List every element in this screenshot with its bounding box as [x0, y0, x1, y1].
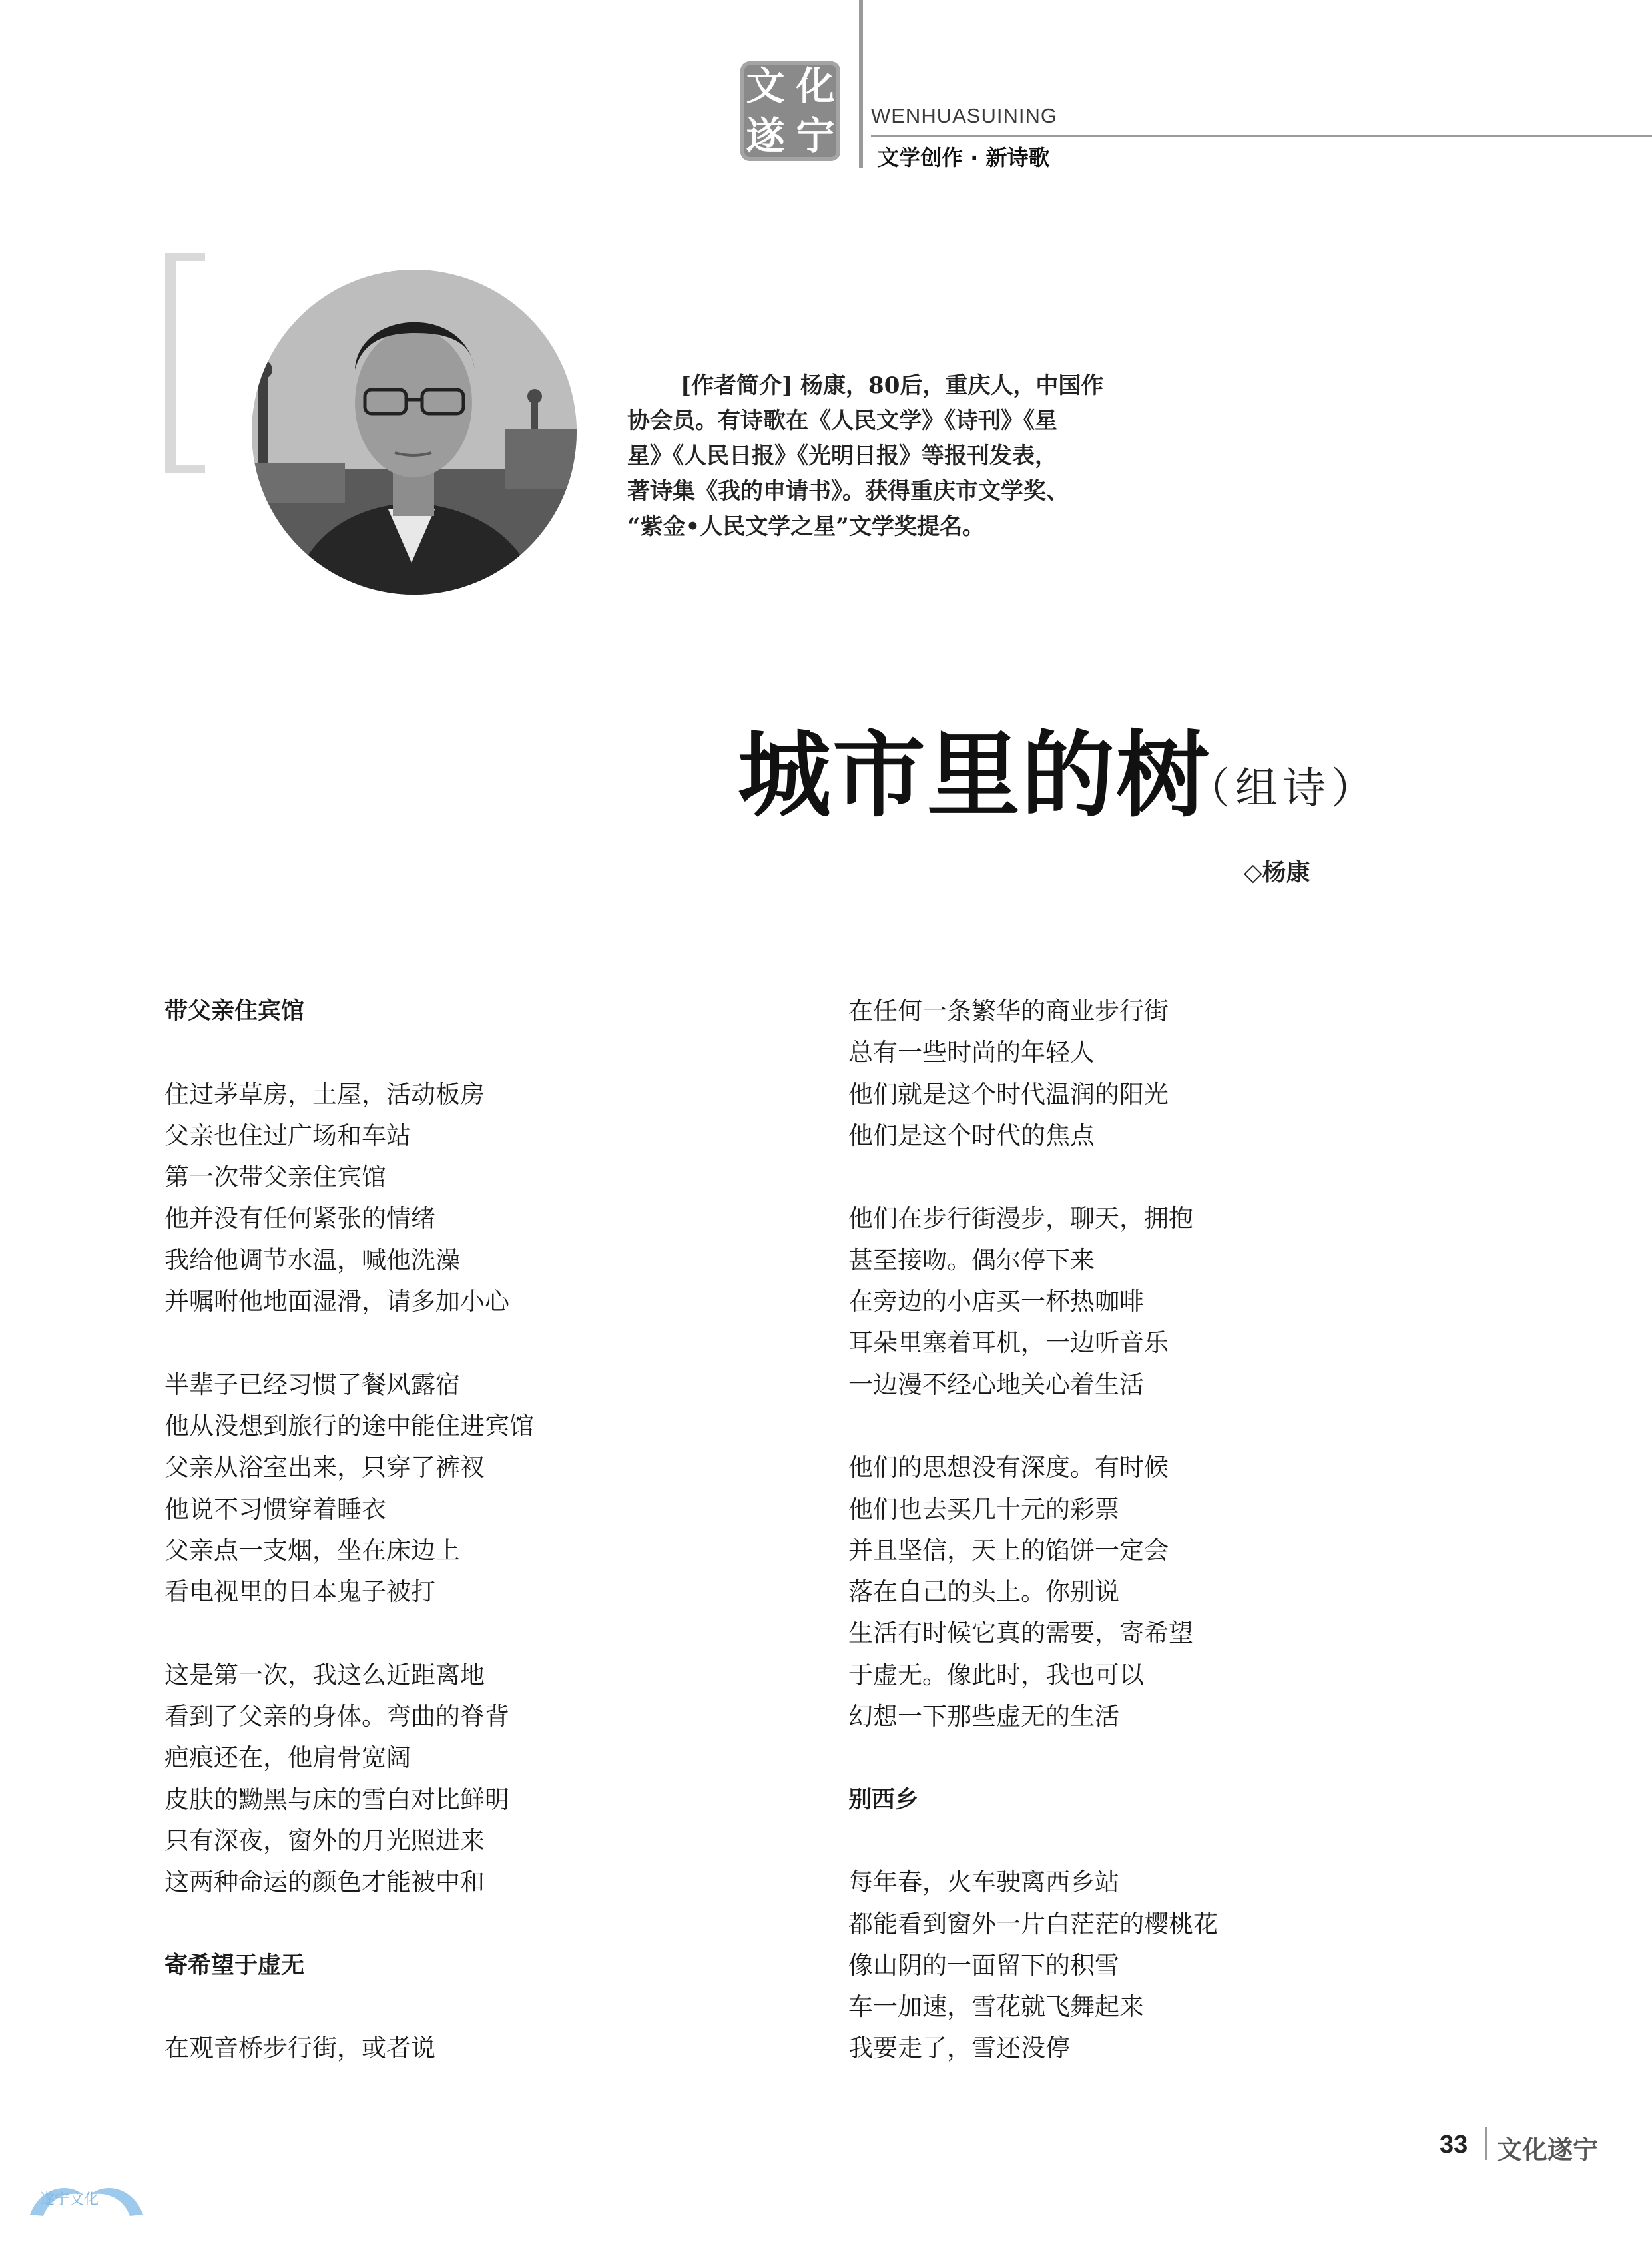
poem-line: 甚至接吻。偶尔停下来 [848, 1245, 1095, 1274]
logo-char: 宁 [796, 113, 835, 158]
poem-line: 在旁边的小店买一杯热咖啡 [848, 1287, 1144, 1316]
poem-line: 只有深夜，窗外的月光照进来 [164, 1826, 485, 1855]
logo-char: 化 [796, 63, 835, 109]
author-byline: ◇杨康 [1244, 858, 1310, 886]
poem-line: 他说不习惯穿着睡衣 [164, 1494, 386, 1524]
page-number: 33 [1440, 2131, 1468, 2159]
stanza-break [848, 1821, 1514, 1862]
decorative-bracket [165, 253, 205, 473]
poem-title: 带父亲住宾馆 [164, 998, 305, 1025]
poem-line: 皮肤的黝黑与床的雪白对比鲜明 [164, 1785, 509, 1814]
stanza-break [848, 1157, 1514, 1198]
poem-line: 这两种命运的颜色才能被中和 [164, 1868, 485, 1897]
poem-line: 落在自己的头上。你别说 [848, 1577, 1119, 1607]
poem-line: 住过茅草房，土屋，活动板房 [164, 1079, 485, 1109]
poem-line: 并嘱咐他地面湿滑，请多加小心 [164, 1287, 509, 1316]
poem-line: 这是第一次，我这么近距离地 [164, 1660, 485, 1689]
poem-line: 半辈子已经习惯了餐风露宿 [164, 1370, 460, 1399]
poem-line: 都能看到窗外一片白茫茫的樱桃花 [848, 1909, 1218, 1938]
poem-line: 他们的思想没有深度。有时候 [848, 1453, 1169, 1482]
poem-line: 父亲从浴室出来，只穿了裤衩 [164, 1453, 485, 1482]
magazine-logo [740, 61, 840, 161]
poem-line: 总有一些时尚的年轻人 [848, 1038, 1095, 1067]
poem-column-left [164, 991, 830, 2070]
bio-label: [作者简介] [681, 372, 793, 399]
poem-line: 于虚无。像此时，我也可以 [848, 1660, 1144, 1689]
bio-line: “紫金•人民文学之星”文学奖提名。 [627, 513, 985, 540]
poem-line: 一边漫不经心地关心着生活 [848, 1370, 1144, 1399]
poem-line: 第一次带父亲住宾馆 [164, 1163, 386, 1192]
header-divider-horizontal [871, 135, 1652, 137]
footer-divider [1485, 2127, 1487, 2160]
author-portrait [252, 270, 577, 595]
poem-column-right [848, 991, 1514, 2070]
poem-title: 别西乡 [848, 1786, 919, 1813]
stanza-break [164, 1322, 830, 1364]
poem-line: 他并没有任何紧张的情绪 [164, 1204, 435, 1233]
article-subtitle: （组诗） [1187, 764, 1379, 814]
poem-line: 看电视里的日本鬼子被打 [164, 1577, 435, 1607]
bio-line: 协会员。有诗歌在《人民文学》《诗刊》《星 [627, 408, 1057, 434]
bio-line: 星》《人民日报》《光明日报》等报刊发表， [627, 443, 1057, 469]
poem-line: 父亲点一支烟，坐在床边上 [164, 1536, 460, 1565]
logo-char: 遂 [746, 113, 785, 158]
watermark-logo [20, 2168, 153, 2235]
logo-char: 文 [746, 63, 785, 109]
stanza-break [164, 1032, 830, 1073]
stanza-break [164, 1986, 830, 2028]
bio-line: 著诗集《我的申请书》。获得重庆市文学奖、 [627, 478, 1069, 505]
poem-line: 幻想一下那些虚无的生活 [848, 1702, 1119, 1731]
author-bio [627, 368, 1147, 545]
poem-line: 在任何一条繁华的商业步行街 [848, 997, 1169, 1025]
stanza-break [164, 1904, 830, 1945]
poem-line: 生活有时候它真的需要，寄希望 [848, 1619, 1193, 1648]
section-label: 文学创作 · 新诗歌 [878, 145, 1050, 170]
poem-line: 我要走了，雪还没停 [848, 2034, 1070, 2063]
header-english-title: WENHUASUINING [871, 104, 1057, 127]
poem-line: 他们在步行街漫步，聊天，拥抱 [848, 1204, 1193, 1233]
poem-line: 父亲也住过广场和车站 [164, 1121, 411, 1150]
poem-line: 看到了父亲的身体。弯曲的脊背 [164, 1702, 509, 1731]
stanza-break [848, 1406, 1514, 1447]
poem-line: 他们也去买几十元的彩票 [848, 1494, 1119, 1524]
footer-brand: 文化遂宁 [1497, 2135, 1599, 2165]
bio-line: [作者简介] 杨康，80后，重庆人，中国作 [681, 372, 1104, 399]
poem-line: 车一加速，雪花就飞舞起来 [848, 1992, 1144, 2022]
stanza-break [848, 1737, 1514, 1779]
stanza-break [164, 1613, 830, 1654]
poem-line: 他从没想到旅行的途中能住进宾馆 [164, 1411, 534, 1440]
poem-line: 疤痕还在，他肩骨宽阔 [164, 1743, 411, 1773]
poem-line: 他们是这个时代的焦点 [848, 1121, 1095, 1150]
poem-line: 每年春，火车驶离西乡站 [848, 1868, 1119, 1897]
watermark-text: 遂宁文化 [40, 2191, 99, 2208]
poem-title: 寄希望于虚无 [164, 1952, 305, 1979]
poem-line: 耳朵里塞着耳机，一边听音乐 [848, 1328, 1169, 1358]
poem-line: 并且坚信，天上的馅饼一定会 [848, 1536, 1169, 1565]
poem-line: 我给他调节水温，喊他洗澡 [164, 1245, 460, 1274]
header-divider-vertical [859, 0, 863, 168]
poem-line: 在观音桥步行街，或者说 [164, 2034, 435, 2063]
poem-line: 像山阴的一面留下的积雪 [848, 1950, 1119, 1980]
article-title: 城市里的树 [738, 721, 1211, 830]
poem-line: 他们就是这个时代温润的阳光 [848, 1079, 1169, 1109]
